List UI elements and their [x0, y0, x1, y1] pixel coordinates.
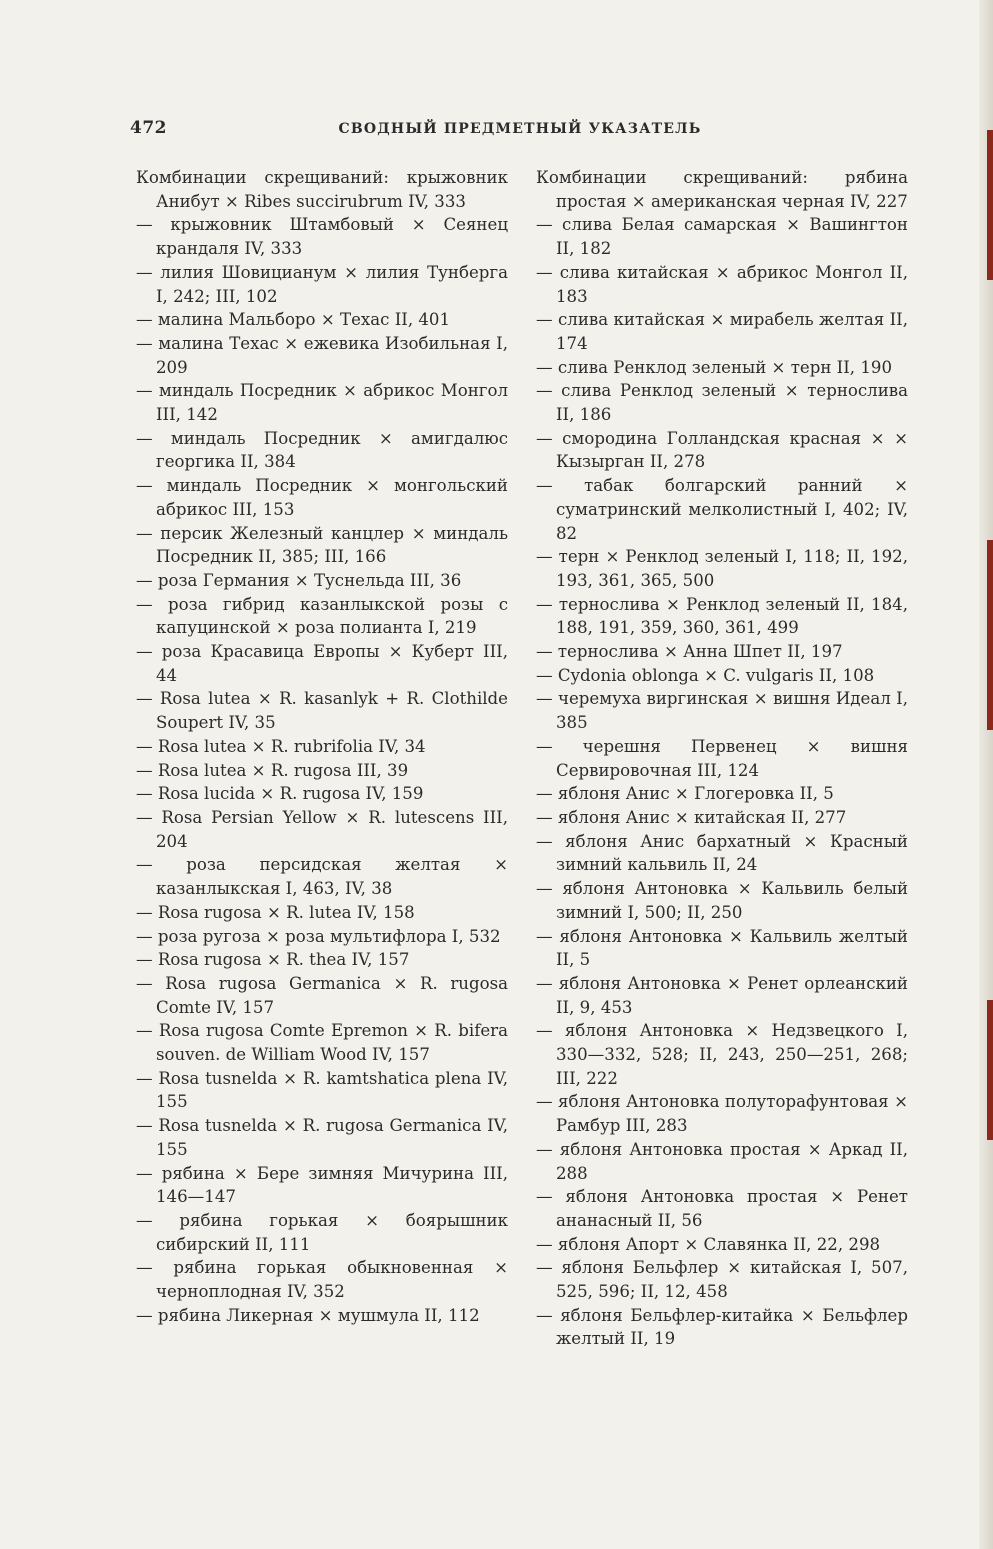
- index-entry: — тернослива × Анна Шпет II, 197: [536, 642, 843, 662]
- index-entry: — рябина Ликерная × мушмула II, 112: [136, 1305, 480, 1325]
- index-entry: — рябина горькая обыкновенная × черноплодная IV, 352: [136, 1258, 508, 1302]
- page-header: [130, 118, 910, 142]
- index-entry: — яблоня Апорт × Славянка II, 22, 298: [536, 1234, 881, 1254]
- index-entry: — роза гибрид казанлыкской розы с капуцинской × роза полианта I, 219: [136, 594, 508, 638]
- index-entry: — Cydonia oblonga × C. vulgaris II, 108: [536, 665, 875, 685]
- index-entry: — рябина × Бере зимняя Мичурина III, 146—147: [136, 1163, 508, 1207]
- index-column-right: [536, 166, 908, 1351]
- index-entry: — малина Техас × ежевика Изобильная I, 209: [136, 333, 508, 377]
- index-entry: Комбинации скрещиваний: крыжовник Анибут × Ribes succirubrum IV, 333: [136, 168, 508, 211]
- index-entry: — слива Белая самарская × Вашингтон II, 182: [536, 215, 908, 259]
- index-entry: — яблоня Антоновка простая × Аркад II, 288: [536, 1139, 908, 1183]
- edge-mark: [987, 1000, 993, 1140]
- index-entry: — персик Железный канцлер × миндаль Посредник II, 385; III, 166: [136, 523, 508, 567]
- index-entry: — миндаль Посредник × абрикос Монгол III, 142: [136, 381, 508, 425]
- running-title: СВОДНЫЙ ПРЕДМЕТНЫЙ УКАЗАТЕЛЬ: [338, 121, 702, 137]
- index-entry: — яблоня Бельфлер × китайская I, 507, 525, 596; II, 12, 458: [536, 1258, 908, 1302]
- index-entry: — малина Мальборо × Техас II, 401: [136, 310, 451, 330]
- page-number: 472: [130, 118, 167, 138]
- index-entry: — роза ругоза × роза мультифлора I, 532: [136, 926, 501, 946]
- index-entry: — Rosa rugosa Germanica × R. rugosa Comte IV, 157: [136, 973, 508, 1017]
- index-entry: — яблоня Анис бархатный × Красный зимний кальвиль II, 24: [536, 831, 908, 875]
- index-entry: — лилия Шовицианум × лилия Тунберга I, 242; III, 102: [136, 262, 508, 306]
- index-column-left: [136, 166, 508, 1327]
- index-entry: — рябина горькая × боярышник сибирский II, 111: [136, 1210, 508, 1254]
- index-entry: — слива китайская × абрикос Монгол II, 183: [536, 262, 908, 306]
- index-entry: — черемуха виргинская × вишня Идеал I, 385: [536, 689, 908, 733]
- index-entry: — яблоня Анис × китайская II, 277: [536, 807, 847, 827]
- index-entry: — миндаль Посредник × монгольский абрикос III, 153: [136, 476, 508, 519]
- index-entry: — Rosa lutea × R. kasanlyk + R. Clothilde Soupert IV, 35: [136, 689, 508, 733]
- index-entry: — Rosa lucida × R. rugosa IV, 159: [136, 784, 424, 804]
- index-entry: — яблоня Антоновка × Кальвиль белый зимний I, 500; II, 250: [536, 879, 908, 922]
- index-entry: — черешня Первенец × вишня Сервировочная III, 124: [536, 736, 908, 780]
- index-entry: — роза Германия × Туснельда III, 36: [136, 570, 462, 590]
- index-entry: — крыжовник Штамбовый × Сеянец крандаля IV, 333: [136, 215, 508, 259]
- index-entry: — слива Ренклод зеленый × тернослива II, 186: [536, 381, 908, 425]
- index-entry: Комбинации скрещиваний: рябина простая × американская черная IV, 227: [536, 168, 908, 211]
- index-entry: — Rosa rugosa × R. lutea IV, 158: [136, 902, 415, 922]
- edge-mark: [987, 130, 993, 280]
- index-entry: — яблоня Антоновка простая × Ренет ананасный II, 56: [536, 1187, 908, 1230]
- index-entry: — яблоня Антоновка полуторафунтовая × Рамбур III, 283: [536, 1092, 908, 1136]
- index-entry: — яблоня Бельфлер-китайка × Бельфлер желтый II, 19: [536, 1305, 908, 1349]
- page-edge: [979, 0, 993, 1549]
- index-entry: — яблоня Антоновка × Ренет орлеанский II, 9, 453: [536, 973, 908, 1017]
- index-entry: — Rosa tusnelda × R. rugosa Germanica IV, 155: [136, 1116, 508, 1159]
- index-entry: — яблоня Антоновка × Недзвецкого I, 330—332, 528; II, 243, 250—251, 268; III, 222: [536, 1021, 908, 1088]
- index-entry: — Rosa lutea × R. rugosa III, 39: [136, 760, 409, 780]
- index-entry: — смородина Голландская красная × × Кызырган II, 278: [536, 428, 908, 472]
- index-entry: — роза Красавица Европы × Куберт III, 44: [136, 642, 508, 685]
- index-entry: — роза персидская желтая × казанлыкская I, 463, IV, 38: [136, 855, 508, 899]
- index-entry: — яблоня Антоновка × Кальвиль желтый II, 5: [536, 926, 908, 970]
- index-entry: — табак болгарский ранний × суматринский мелколистный I, 402; IV, 82: [536, 476, 908, 543]
- index-entry: — Rosa tusnelda × R. kamtshatica plena IV, 155: [136, 1068, 508, 1112]
- index-entry: — терн × Ренклод зеленый I, 118; II, 192, 193, 361, 365, 500: [536, 547, 908, 590]
- index-entry: — Rosa Persian Yellow × R. lutescens III, 204: [136, 807, 508, 851]
- index-entry: — тернослива × Ренклод зеленый II, 184, 188, 191, 359, 360, 361, 499: [536, 594, 908, 638]
- index-entry: — Rosa lutea × R. rubrifolia IV, 34: [136, 736, 426, 756]
- index-entry: — Rosa rugosa Comte Epremon × R. bifera souven. de William Wood IV, 157: [136, 1021, 508, 1065]
- index-entry: — слива Ренклод зеленый × терн II, 190: [536, 357, 893, 377]
- index-entry: — яблоня Анис × Глогеровка II, 5: [536, 784, 834, 804]
- edge-mark: [987, 540, 993, 730]
- index-entry: — Rosa rugosa × R. thea IV, 157: [136, 950, 410, 970]
- index-entry: — слива китайская × мирабель желтая II, 174: [536, 310, 908, 353]
- index-entry: — миндаль Посредник × амигдалюс георгика II, 384: [136, 428, 508, 472]
